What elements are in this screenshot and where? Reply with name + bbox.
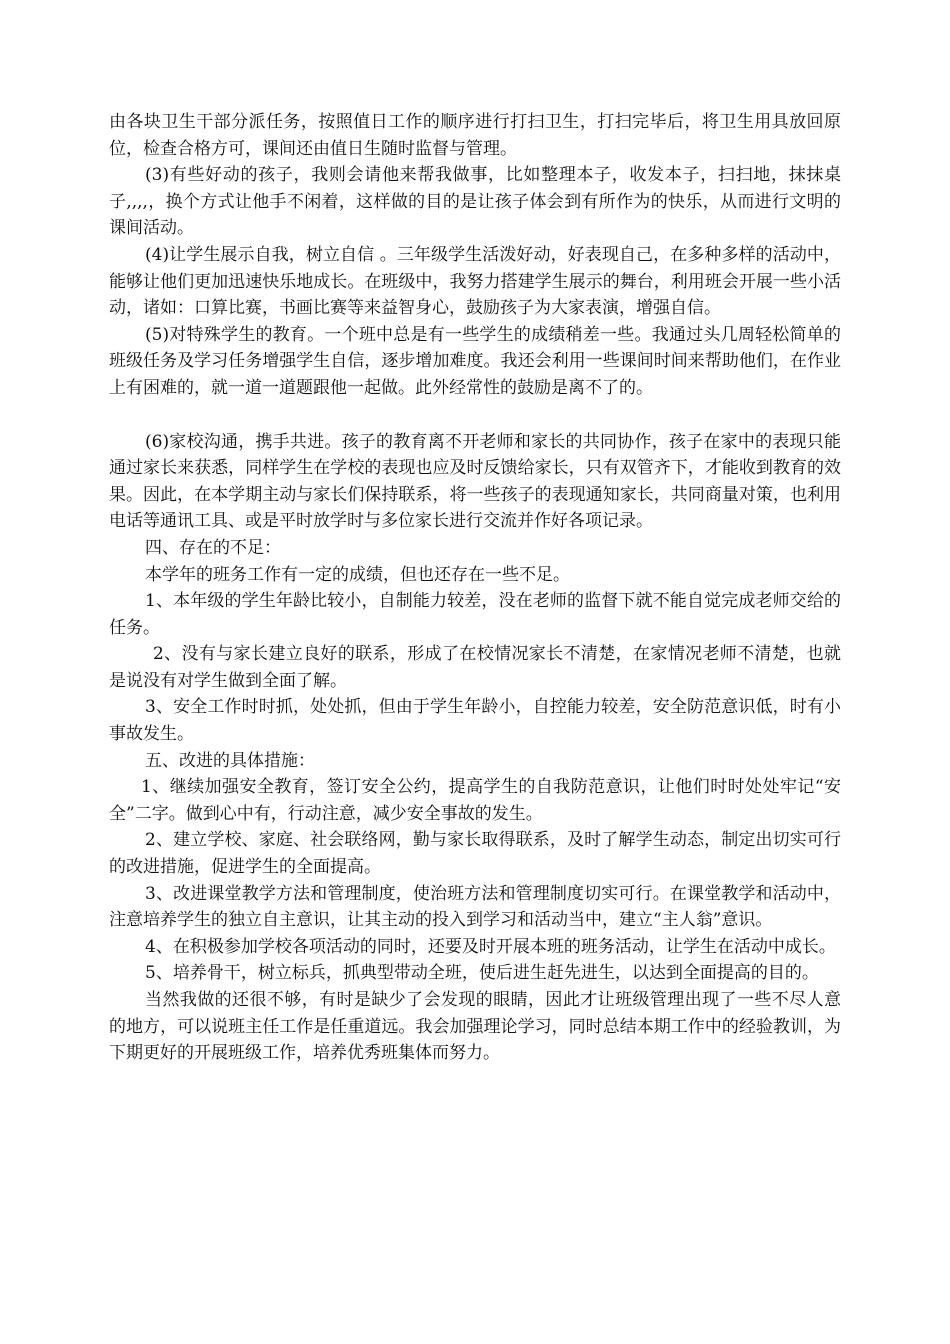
paragraph-shortcoming-2: 2、没有与家长建立良好的联系，形成了在校情况家长不清楚，在家情况老师不清楚，也就是说没有对学生做到全面了解。 [109,644,841,691]
heading-improvements: 五、改进的具体措施： [145,750,315,771]
paragraph-conclusion: 当然我做的还很不够，有时是缺少了会发现的眼睛，因此才让班级管理出现了一些不尽人意的地方，可以说班主任工作是任重道远。我会加强理论学习，同时总结本期工作中的经验教训，为下期更好的开展班级工作，培养优秀班集体而努力。 [109,990,841,1064]
paragraph-improvement-4: 4、在积极参加学校各项活动的同时，还要及时开展本班的班务活动，让学生在活动中成长。 [145,936,836,957]
paragraph-item-4-self-confidence: (4)让学生展示自我，树立自信 。三年级学生活泼好动，好表现自己，在多种多样的活动中，能够让他们更加迅速快乐地成长。在班级中，我努力搭建学生展示的舞台，利用班会开展一些小活动，诸如：口算比赛，书画比赛等来益智身心，鼓励孩子为大家表演，增强自信。 [109,244,841,319]
paragraph-shortcoming-3: 3、安全工作时时抓，处处抓，但由于学生年龄小，自控能力较差，安全防范意识低，时有小事故发生。 [109,697,841,745]
paragraph-hygiene-duty: 由各块卫生干部分派任务，按照值日工作的顺序进行打扫卫生，打扫完毕后，将卫生用具放回原位，检查合格方可，课间还由值日生随时监督与管理。 [109,112,841,159]
paragraph-improvement-1: 1、继续加强安全教育，签订安全公约，提高学生的自我防范意识，让他们时时处处牢记“安全”二字。做到心中有，行动注意，减少安全事故的发生。 [109,777,841,824]
paragraph-item-6-home-school: (6)家校沟通，携手共进。孩子的教育离不开老师和家长的共同协作，孩子在家中的表现只能通过家长来获悉，同样学生在学校的表现也应及时反馈给家长，只有双管齐下，才能收到教育的效果。因此，在本学期主动与家长们保持联系，将一些孩子的表现通知家长，共同商量对策，也利用电话等通讯工具、或是平时放学时与多位家长进行交流并作好各项记录。 [109,431,841,532]
document-body [109,109,841,1067]
paragraph-improvement-3: 3、改进课堂教学方法和管理制度，使治班方法和管理制度切实可行。在课堂教学和活动中，注意培养学生的独立自主意识，让其主动的投入到学习和活动当中，建立“主人翁”意识。 [109,883,841,931]
paragraph-shortcoming-1: 1、本年级的学生年龄比较小，自制能力较差，没在老师的监督下就不能自觉完成老师交给的任务。 [109,591,841,638]
paragraph-item-5-special-students: (5)对特殊学生的教育。一个班中总是有一些学生的成绩稍差一些。我通过头几周轻松简单的班级任务及学习任务增强学生自信，逐步增加难度。我还会利用一些课间时间来帮助他们，在作业上有困难的，就一道一道题跟他一起做。此外经常性的鼓励是离不了的。 [109,324,841,398]
paragraph-improvement-2: 2、建立学校、家庭、社会联络网，勤与家长取得联系，及时了解学生动态，制定出切实可行的改进措施，促进学生的全面提高。 [109,830,841,878]
heading-shortcomings: 四、存在的不足： [145,537,281,558]
paragraph-shortcomings-intro: 本学年的班务工作有一定的成绩，但也还存在一些不足。 [145,564,570,585]
paragraph-item-3-active-children: (3)有些好动的孩子，我则会请他来帮我做事，比如整理本子，收发本子，扫扫地，抹抹桌子,,,,，换个方式让他手不闲着，这样做的目的是让孩子体会到有所作为的快乐，从而进行文明的课间活动。 [109,165,841,239]
paragraph-improvement-5: 5、培养骨干，树立标兵，抓典型带动全班，使后进生赶先进生，以达到全面提高的目的。 [145,963,819,984]
